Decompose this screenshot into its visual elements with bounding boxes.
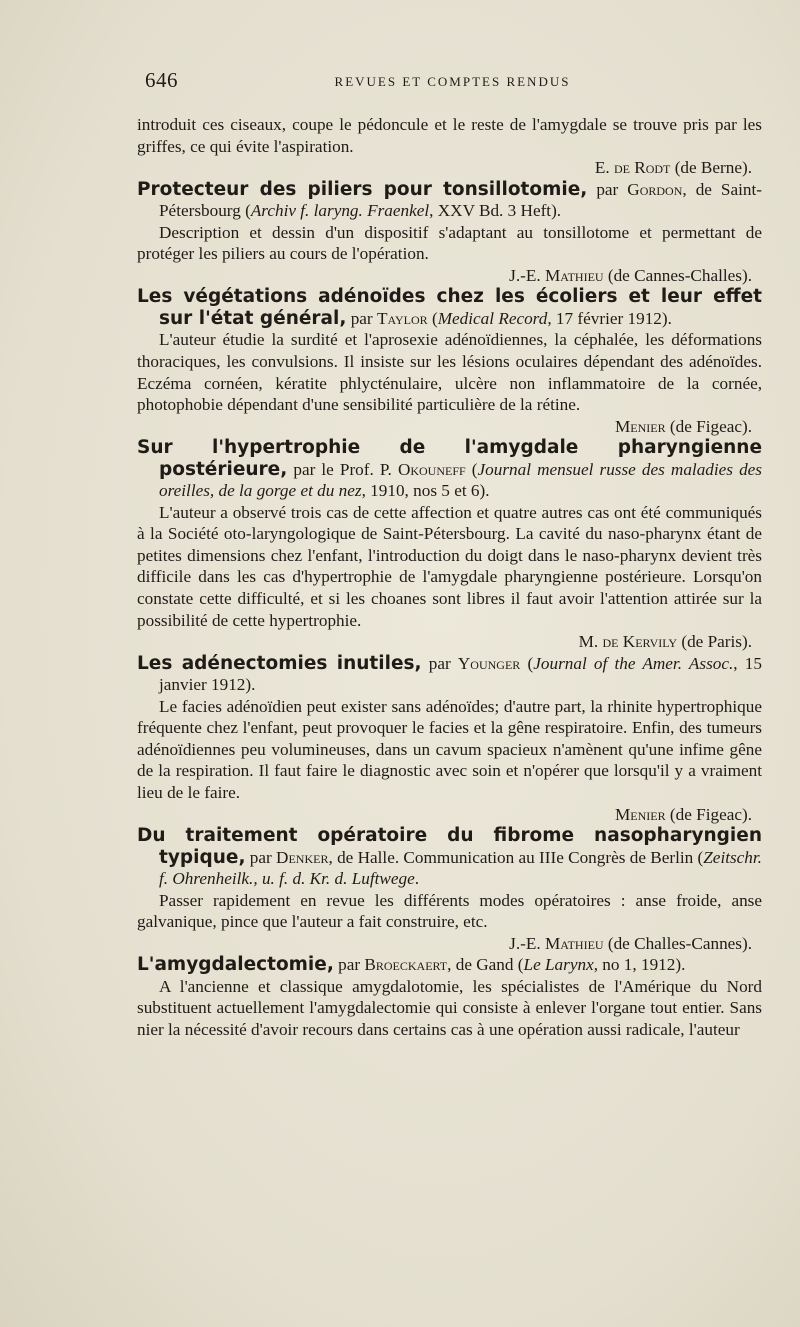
- entry-title: L'amygdalectomie,: [137, 954, 334, 976]
- journal-reference: Archiv f. laryng. Fraenkel: [250, 201, 430, 221]
- journal-reference: Le Larynx: [523, 955, 594, 975]
- summary-paragraph: L'auteur étudie la surdité et l'aprosexie adénoïdiennes, la céphalée, les déformations thoraciques, les convulsions. Il insiste sur les lésions oculaires dépendant des adénoïdes. Eczéma cornéen, kératite phlycténulaire, ulcère non inflammatoire de la cornée, photophobie dépendant d'une sensibilité particulière de la rétine.: [137, 330, 762, 415]
- author-name: Broeckaert: [364, 955, 448, 975]
- author-name: Okouneff: [397, 459, 466, 479]
- signature: E. de Rodt (de Berne).: [594, 158, 752, 178]
- entry-heading: Du traitement opératoire du fibrome nasopharyngien typique, par Denker, de Halle. Communication au IIIe Congrès de Berlin (Zeitschr. f. Ohrenheilk., u. f. d. Kr. d. Luftwege.: [137, 825, 762, 889]
- review-column: [137, 114, 762, 1041]
- running-title: REVUES ET COMPTES RENDUS: [334, 74, 571, 89]
- entry-title: Du traitement opératoire du fibrome nasopharyngien typique,: [137, 825, 762, 868]
- signature: J.-E. Mathieu (de Cannes-Challes).: [509, 265, 752, 285]
- entry-title: Les adénectomies inutiles,: [137, 652, 422, 674]
- entry-heading: L'amygdalectomie, par Broeckaert, de Gand (Le Larynx, no 1, 1912).: [137, 954, 686, 976]
- continuation-paragraph: introduit ces ciseaux, coupe le pédoncule et le reste de l'amygdale se trouve pris par les griffes, ce qui évite l'aspiration.: [137, 115, 762, 156]
- page-number: 646: [145, 68, 178, 92]
- journal-reference: Journal of the Amer. Assoc.: [533, 653, 734, 673]
- signature: Menier (de Figeac).: [615, 416, 752, 436]
- entry-heading: Protecteur des piliers pour tonsillotomie, par Gordon, de Saint-Pétersbourg (Archiv f. laryng. Fraenkel, XXV Bd. 3 Heft).: [137, 178, 762, 221]
- signature: Menier (de Figeac).: [615, 804, 752, 824]
- author-name: Taylor: [376, 308, 428, 328]
- signature: J.-E. Mathieu (de Challes-Cannes).: [509, 933, 752, 953]
- journal-reference: Zeitschr. f. Ohrenheilk., u. f. d. Kr. d. Luftwege: [159, 847, 762, 889]
- author-name: Younger: [457, 653, 521, 673]
- summary-paragraph: Le facies adénoïdien peut exister sans adénoïdes; d'autre part, la rhinite hypertrophique fréquente chez l'enfant, peut provoquer le facies et la gêne respiratoire. Enfin, des tumeurs adénoïdiennes peu volumineuses, dans un cavum spacieux n'amènent qu'une infime gêne de la respiration. Il faut faire le diagnostic avec soin et n'opérer que lorsqu'il y a vraiment lieu de le faire.: [137, 696, 762, 802]
- entry-title: Sur l'hypertrophie de l'amygdale pharyngienne postérieure,: [137, 437, 762, 480]
- summary-paragraph: Passer rapidement en revue les différents modes opératoires : anse froide, anse galvanique, pince que l'auteur a fait construire, etc.: [137, 890, 762, 932]
- entry-title: Les végétations adénoïdes chez les écoliers et leur effet sur l'état général,: [137, 286, 762, 329]
- page-header: [145, 68, 760, 102]
- summary-paragraph: L'auteur a observé trois cas de cette affection et quatre autres cas ont été communiqués à la Société oto-laryngologique de Saint-Pétersbourg. La cavité du naso-pharynx étant de petites dimensions chez l'enfant, l'introduction du doigt dans le naso-pharynx devient très difficile dans les cas d'hypertrophie de l'amygdale pharyngienne postérieure. Lorsqu'on constate cette difficulté, et si les choanes sont libres il faut avoir l'attention attirée sur la possibilité de cette hypertrophie.: [137, 502, 762, 630]
- journal-reference: Journal mensuel russe des maladies des oreilles, de la gorge et du nez: [159, 459, 762, 501]
- entry-title: Protecteur des piliers pour tonsillotomie,: [137, 178, 588, 200]
- author-name: Denker: [276, 847, 329, 867]
- summary-paragraph: A l'ancienne et classique amygdalotomie, les spécialistes de l'Amérique du Nord substituent actuellement l'amygdalectomie qui consiste à enlever l'organe tout entier. Sans nier la nécessité d'avoir recours dans certains cas à une opération aussi radicale, l'auteur: [137, 976, 762, 1039]
- journal-reference: Medical Record: [437, 308, 548, 328]
- signature: M. de Kervily (de Paris).: [578, 632, 752, 652]
- summary-paragraph: Description et dessin d'un dispositif s'adaptant au tonsillotome et permettant de protéger les piliers au cours de l'opération.: [137, 222, 762, 264]
- entry-heading: Sur l'hypertrophie de l'amygdale pharyngienne postérieure, par le Prof. P. Okouneff (Journal mensuel russe des maladies des oreilles, de la gorge et du nez, 1910, nos 5 et 6).: [137, 437, 762, 501]
- author-name: Gordon: [627, 179, 683, 199]
- entry-heading: Les végétations adénoïdes chez les écoliers et leur effet sur l'état général, par Taylor (Medical Record, 17 février 1912).: [137, 286, 762, 329]
- entry-heading: Les adénectomies inutiles, par Younger (Journal of the Amer. Assoc., 15 janvier 1912).: [137, 652, 762, 695]
